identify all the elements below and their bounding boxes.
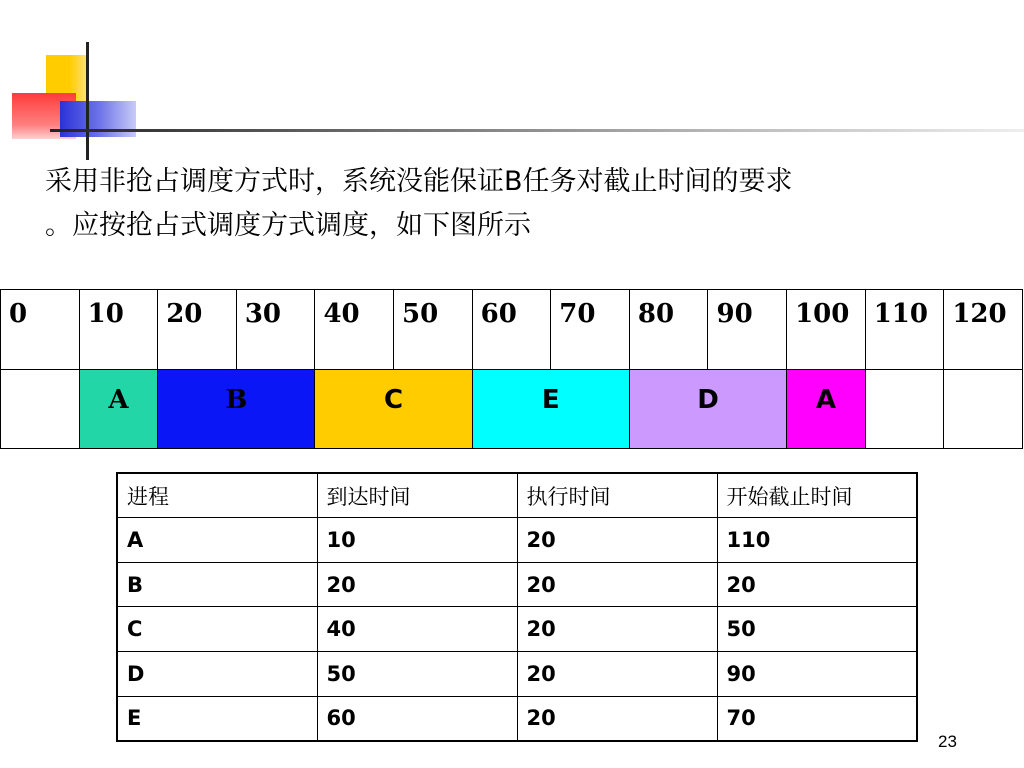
cell-deadline: 90 [717,652,917,697]
header-arrival-time: 到达时间 [317,473,517,518]
cell-exec: 20 [517,652,717,697]
timeline-segment-empty [944,369,1023,449]
timeline-segment-b: B [158,369,315,449]
cell-exec: 20 [517,518,717,563]
timeline-tick: 110 [865,290,944,370]
timeline-segment-a2: A [787,369,866,449]
decor-vertical-line [86,42,89,160]
timeline-tick: 100 [787,290,866,370]
cell-exec: 20 [517,696,717,741]
timeline-tick: 70 [551,290,630,370]
cell-arrival: 60 [317,696,517,741]
cell-arrival: 10 [317,518,517,563]
timeline-tick: 120 [944,290,1023,370]
timeline-segment-a: A [79,369,158,449]
intro-line-2: 。应按抢占式调度方式调度，如下图所示 [45,210,531,241]
table-row [117,652,917,697]
timeline-ticks-row [1,290,1023,370]
table-row [117,518,917,563]
cell-exec: 20 [517,607,717,652]
intro-text [45,160,1005,248]
cell-deadline: 50 [717,607,917,652]
timeline-tick: 80 [629,290,708,370]
header-process: 进程 [117,473,317,518]
cell-process: B [117,562,317,607]
timeline-tick: 30 [236,290,315,370]
timeline-segment-d: D [629,369,786,449]
process-table [116,472,918,742]
cell-process: C [117,607,317,652]
table-header-row [117,473,917,518]
timeline-tick: 10 [79,290,158,370]
header-deadline: 开始截止时间 [717,473,917,518]
timeline-segment-e: E [472,369,629,449]
intro-line-1: 采用非抢占调度方式时，系统没能保证B任务对截止时间的要求 [45,166,793,197]
timeline-tick: 0 [1,290,80,370]
table-row [117,607,917,652]
cell-deadline: 70 [717,696,917,741]
cell-process: A [117,518,317,563]
timeline-tick: 90 [708,290,787,370]
cell-process: E [117,696,317,741]
page-number: 23 [938,732,957,751]
cell-exec: 20 [517,562,717,607]
table-row [117,696,917,741]
timeline-tick: 40 [315,290,394,370]
header-exec-time: 执行时间 [517,473,717,518]
table-row [117,562,917,607]
timeline-segment-empty [865,369,944,449]
timeline-tick: 50 [394,290,473,370]
schedule-timeline [0,289,1023,449]
title-divider [50,129,1024,132]
cell-process: D [117,652,317,697]
cell-arrival: 20 [317,562,517,607]
timeline-segment-idle [1,369,80,449]
cell-arrival: 50 [317,652,517,697]
timeline-tick: 60 [472,290,551,370]
cell-deadline: 20 [717,562,917,607]
timeline-segment-c: C [315,369,472,449]
timeline-segments-row [1,369,1023,449]
cell-arrival: 40 [317,607,517,652]
cell-deadline: 110 [717,518,917,563]
timeline-tick: 20 [158,290,237,370]
